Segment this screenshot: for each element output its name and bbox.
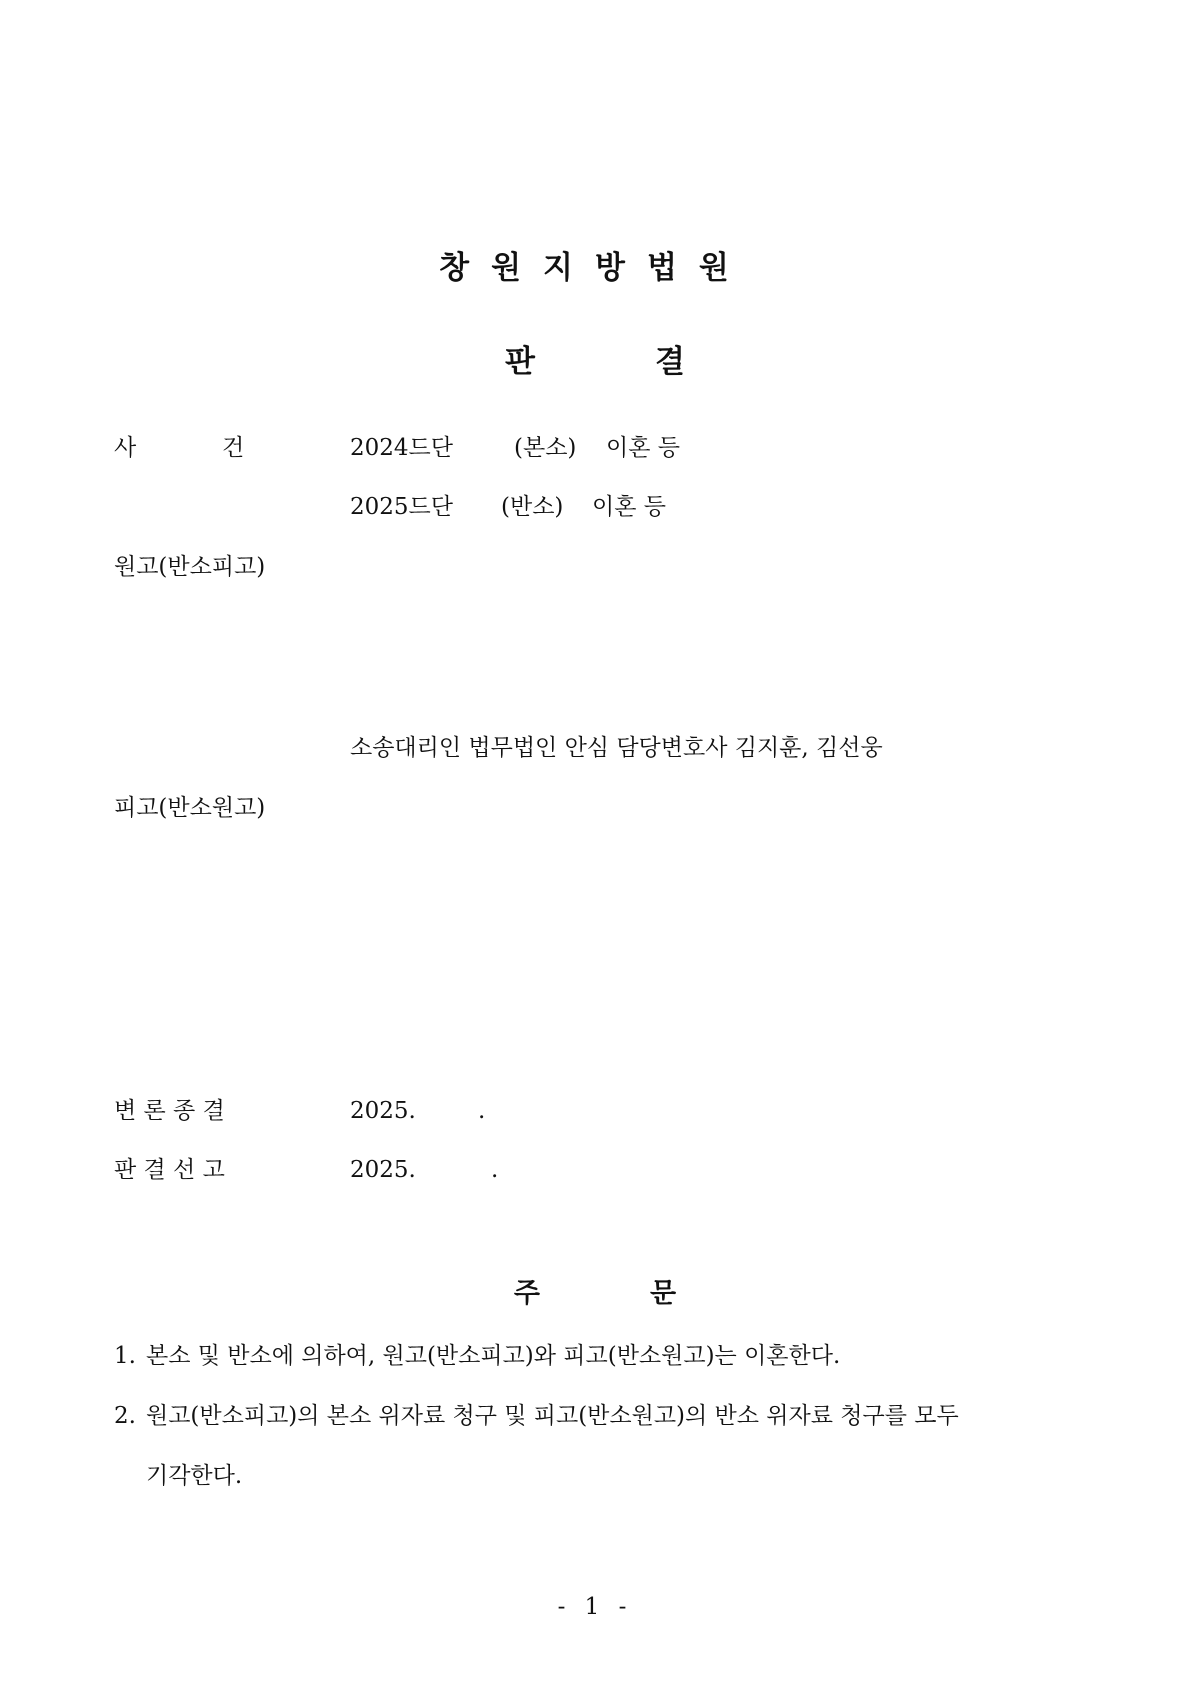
- case-number-1: 2024드단: [350, 435, 453, 461]
- closing-label: 변 론 종 결: [114, 1098, 225, 1124]
- order-item-2-number: 2.: [114, 1403, 136, 1429]
- order-title: [0, 1276, 1190, 1312]
- case-label-right: 건: [222, 435, 245, 461]
- case-type-2: (반소): [501, 494, 564, 520]
- order-item-2-text: 원고(반소피고)의 본소 위자료 청구 및 피고(반소원고)의 반소 위자료 청구를 모두: [146, 1403, 959, 1429]
- page-number: - 1 -: [557, 1594, 633, 1620]
- order-item-1-number: 1.: [114, 1343, 136, 1369]
- order-title-left: 주: [513, 1278, 540, 1309]
- judgment-date-dot: .: [491, 1157, 499, 1183]
- defendant-label: 피고(반소원고): [114, 795, 266, 821]
- order-title-right: 문: [650, 1278, 677, 1309]
- judgment-date: 2025.: [350, 1157, 416, 1183]
- document-title: [0, 342, 1190, 382]
- counsel-line: 소송대리인 법무법인 안심 담당변호사 김지훈, 김선웅: [350, 735, 883, 761]
- order-item-1-text: 본소 및 반소에 의하여, 원고(반소피고)와 피고(반소원고)는 이혼한다.: [146, 1343, 841, 1369]
- closing-date: 2025.: [350, 1098, 416, 1124]
- order-item-2-continuation: 기각한다.: [146, 1463, 243, 1489]
- case-number-2: 2025드단: [350, 494, 453, 520]
- court-name: 창원지방법원: [439, 250, 751, 286]
- closing-date-dot: .: [478, 1098, 486, 1124]
- case-type-1: (본소): [514, 435, 577, 461]
- case-title-1: 이혼 등: [606, 435, 680, 461]
- document-title-left: 판: [505, 344, 535, 380]
- document-title-right: 결: [655, 344, 685, 380]
- case-label-left: 사: [114, 435, 137, 461]
- plaintiff-label: 원고(반소피고): [114, 554, 266, 580]
- case-title-2: 이혼 등: [592, 494, 666, 520]
- judgment-date-label: 판 결 선 고: [114, 1157, 225, 1183]
